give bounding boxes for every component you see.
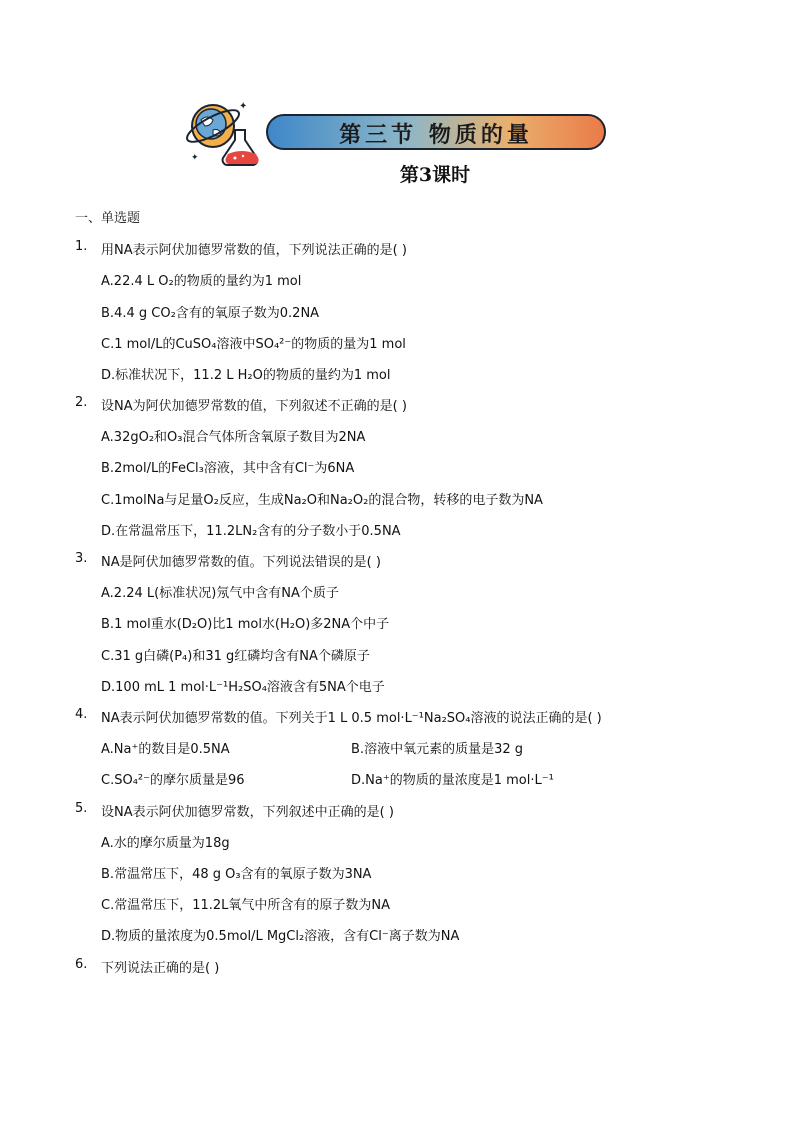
option-1c[interactable]: C.1 mol/L的CuSO₄溶液中SO₄²⁻的物质的量为1 mol: [101, 337, 406, 352]
option-4b[interactable]: B.溶液中氧元素的质量是32 g: [351, 742, 523, 757]
option-2b[interactable]: B.2mol/L的FeCl₃溶液，其中含有Cl⁻为6NA: [101, 461, 355, 476]
option-2d[interactable]: D.在常温常压下，11.2LN₂含有的分子数小于0.5NA: [101, 524, 401, 539]
option-3c[interactable]: C.31 g白磷(P₄)和31 g红磷均含有NA个磷原子: [101, 649, 370, 664]
section-label: 一、单选题: [75, 211, 141, 226]
option-1a[interactable]: A.22.4 L O₂的物质的量约为1 mol: [101, 274, 302, 289]
svg-text:✦: ✦: [239, 101, 248, 112]
option-5b[interactable]: B.常温常压下，48 g O₃含有的氧原子数为3NA: [101, 867, 372, 882]
question-number: 6.: [75, 957, 88, 972]
option-2c[interactable]: C.1molNa与足量O₂反应，生成Na₂O和Na₂O₂的混合物，转移的电子数为NA: [101, 493, 543, 508]
option-2a[interactable]: A.32gO₂和O₃混合气体所含氧原子数目为2NA: [101, 430, 366, 445]
question-stem: 用NA表示阿伏加德罗常数的值，下列说法正确的是( ): [101, 243, 407, 258]
question-number: 4.: [75, 707, 88, 722]
option-4d[interactable]: D.Na⁺的物质的量浓度是1 mol·L⁻¹: [351, 773, 554, 788]
option-4c[interactable]: C.SO₄²⁻的摩尔质量是96: [101, 773, 245, 788]
option-5c[interactable]: C.常温常压下，11.2L氧气中所含有的原子数为NA: [101, 898, 391, 913]
option-5a[interactable]: A.水的摩尔质量为18g: [101, 836, 230, 851]
question-stem: 下列说法正确的是( ): [101, 961, 220, 976]
page-header: [0, 0, 794, 200]
svg-text:✦: ✦: [191, 153, 199, 163]
question-stem: NA表示阿伏加德罗常数的值。下列关于1 L 0.5 mol·L⁻¹Na₂SO₄溶液的说法正确的是( ): [101, 711, 602, 726]
page-title: 第三节 物质的量: [339, 122, 533, 148]
option-3b[interactable]: B.1 mol重水(D₂O)比1 mol水(H₂O)多2NA个中子: [101, 617, 390, 632]
option-3a[interactable]: A.2.24 L(标准状况)氖气中含有NA个质子: [101, 586, 339, 601]
question-number: 5.: [75, 801, 88, 816]
question-stem: NA是阿伏加德罗常数的值。下列说法错误的是( ): [101, 555, 381, 570]
title-banner: [266, 114, 606, 150]
option-5d[interactable]: D.物质的量浓度为0.5mol/L MgCl₂溶液，含有Cl⁻离子数为NA: [101, 929, 460, 944]
option-1d[interactable]: D.标准状况下，11.2 L H₂O的物质的量约为1 mol: [101, 368, 391, 383]
question-stem: 设NA表示阿伏加德罗常数，下列叙述中正确的是( ): [101, 805, 394, 820]
page-subtitle: 第3课时: [399, 164, 471, 186]
question-number: 3.: [75, 551, 88, 566]
option-3d[interactable]: D.100 mL 1 mol·L⁻¹H₂SO₄溶液含有5NA个电子: [101, 680, 385, 695]
question-number: 2.: [75, 395, 88, 410]
science-logo-icon: [183, 96, 267, 170]
question-number: 1.: [75, 239, 88, 254]
question-stem: 设NA为阿伏加德罗常数的值，下列叙述不正确的是( ): [101, 399, 407, 414]
option-1b[interactable]: B.4.4 g CO₂含有的氧原子数为0.2NA: [101, 306, 320, 321]
option-4a[interactable]: A.Na⁺的数目是0.5NA: [101, 742, 230, 757]
